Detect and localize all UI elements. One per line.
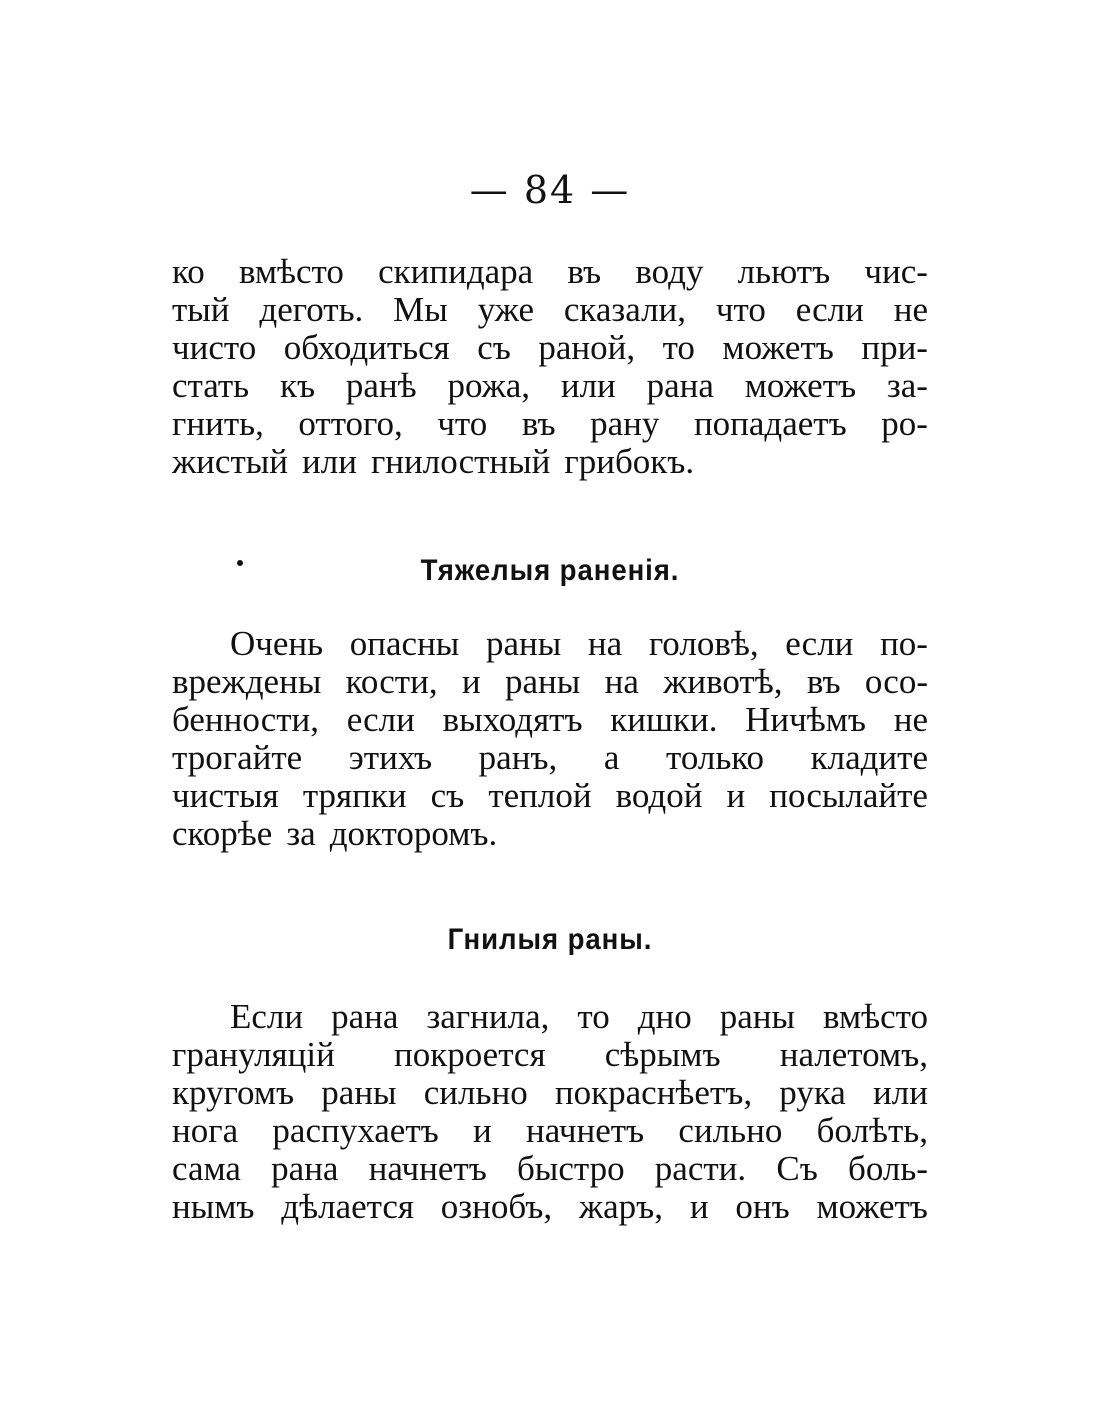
- word: сама: [172, 1149, 241, 1188]
- word: рана: [331, 997, 399, 1036]
- word: при-: [861, 328, 928, 367]
- word: покроется: [394, 1035, 546, 1074]
- word: то: [577, 997, 610, 1036]
- word: гнилостный: [370, 442, 551, 481]
- word: онъ: [735, 1187, 790, 1226]
- word: деготь.: [259, 290, 364, 329]
- word: Мы: [393, 290, 448, 329]
- word: или: [560, 366, 616, 405]
- word: грибокъ.: [564, 442, 695, 481]
- word: сказали,: [563, 290, 687, 329]
- word: раной,: [538, 328, 636, 367]
- word: начнетъ: [526, 1111, 645, 1150]
- word: сѣрымъ: [604, 1035, 721, 1074]
- word: не: [893, 290, 928, 329]
- text-line: [172, 701, 928, 739]
- word: на: [604, 662, 639, 701]
- word: кругомъ: [172, 1073, 295, 1112]
- word: нога: [172, 1111, 239, 1150]
- word: сильно: [678, 1111, 783, 1150]
- word: быстро: [517, 1149, 625, 1188]
- text-line: [172, 253, 928, 291]
- word: можетъ: [816, 1187, 928, 1226]
- word: скипидара: [378, 252, 534, 291]
- word: головѣ,: [648, 624, 759, 663]
- paragraph-severe-wounds: [172, 625, 928, 853]
- word: выходятъ: [442, 700, 583, 739]
- word: что: [715, 290, 766, 329]
- word: на: [587, 624, 623, 663]
- word: за-: [886, 366, 928, 405]
- text-line: [172, 291, 928, 329]
- word: рожа,: [447, 366, 531, 405]
- word: можетъ: [744, 366, 857, 405]
- word: по-: [880, 624, 928, 663]
- word: опасны: [349, 624, 460, 663]
- word: или: [873, 1073, 928, 1112]
- word: вмѣсто: [238, 252, 344, 291]
- word: за: [286, 814, 316, 853]
- word: начнетъ: [368, 1149, 487, 1188]
- word: ранъ,: [478, 738, 558, 777]
- word: и: [473, 1111, 492, 1150]
- word: покраснѣетъ,: [554, 1073, 753, 1112]
- paragraph-rotten-wounds: [172, 998, 928, 1226]
- word: вреждены: [172, 662, 322, 701]
- word: боль-: [848, 1149, 928, 1188]
- text-line: [172, 1074, 928, 1112]
- word: обходиться: [283, 328, 450, 367]
- text-line: [172, 367, 928, 405]
- word: вмѣсто: [823, 997, 928, 1036]
- text-line: [172, 1188, 928, 1226]
- word: рана: [646, 366, 714, 405]
- text-line: [172, 405, 928, 443]
- word: ко: [172, 252, 205, 291]
- word: теплой: [488, 776, 592, 815]
- word: посылайте: [769, 776, 928, 815]
- word: загнила,: [426, 997, 550, 1036]
- word: сильно: [423, 1073, 528, 1112]
- word: въ: [567, 252, 602, 291]
- word: грануляцій: [172, 1035, 335, 1074]
- word: уже: [477, 290, 534, 329]
- section-heading-severe-wounds: Тяжелыя раненія.: [420, 554, 680, 587]
- text-line: [172, 329, 928, 367]
- word: къ: [279, 366, 316, 405]
- word: кладите: [810, 738, 928, 777]
- word: кишки.: [610, 700, 718, 739]
- word: жаръ,: [578, 1187, 664, 1226]
- word: можетъ: [722, 328, 834, 367]
- word: кости,: [345, 662, 438, 701]
- word: этихъ: [348, 738, 433, 777]
- word: ранѣ: [345, 366, 417, 405]
- word: дно: [637, 997, 692, 1036]
- text-line: [172, 998, 928, 1036]
- word: воду: [635, 252, 704, 291]
- word: ознобъ,: [440, 1187, 553, 1226]
- word: оттого,: [298, 404, 403, 443]
- word: болѣть,: [816, 1111, 928, 1150]
- word: распухаетъ: [272, 1111, 439, 1150]
- word: или: [302, 442, 357, 481]
- word: осо-: [864, 662, 928, 701]
- word: Очень: [230, 624, 324, 663]
- word: а: [603, 738, 620, 777]
- word: расти.: [654, 1149, 747, 1188]
- word: если: [795, 290, 864, 329]
- word: Ничѣмъ: [745, 700, 867, 739]
- text-line: [172, 739, 928, 777]
- word: рана: [271, 1149, 339, 1188]
- word: жистый: [172, 442, 288, 481]
- word: льютъ: [737, 252, 831, 291]
- word: чис-: [864, 252, 928, 291]
- text-line: [172, 443, 928, 481]
- word: раны: [719, 997, 796, 1036]
- word: животѣ,: [663, 662, 783, 701]
- word: въ: [521, 404, 556, 443]
- word: и: [461, 662, 481, 701]
- text-line: [172, 815, 928, 853]
- word: раны: [321, 1073, 397, 1112]
- word: бенности,: [172, 700, 320, 739]
- word: раны: [485, 624, 562, 663]
- word: раны: [504, 662, 581, 701]
- word: чистыя: [172, 776, 279, 815]
- word: тый: [172, 290, 230, 329]
- text-line: [172, 777, 928, 815]
- word: докторомъ.: [329, 814, 498, 853]
- word: гнить,: [172, 404, 264, 443]
- word: если: [346, 700, 415, 739]
- word: Съ: [776, 1149, 818, 1188]
- word: стать: [172, 366, 250, 405]
- word: рану: [590, 404, 660, 443]
- word: что: [437, 404, 488, 443]
- text-line: [172, 1112, 928, 1150]
- word: дѣлается: [281, 1187, 414, 1226]
- text-line: [172, 1036, 928, 1074]
- word: съ: [477, 328, 511, 367]
- section-heading-rotten-wounds: Гнилыя раны.: [447, 923, 653, 956]
- word: не: [893, 700, 928, 739]
- word: водой: [615, 776, 703, 815]
- word: если: [785, 624, 854, 663]
- word: съ: [430, 776, 465, 815]
- word: чисто: [172, 328, 257, 367]
- word: и: [689, 1187, 709, 1226]
- page-number: — 84 —: [469, 168, 631, 212]
- text-line: [172, 663, 928, 701]
- word: и: [726, 776, 746, 815]
- word: трогайте: [172, 738, 303, 777]
- text-line: [172, 1150, 928, 1188]
- word: тряпки: [302, 776, 407, 815]
- word: въ: [806, 662, 841, 701]
- paragraph-continued: [172, 253, 928, 481]
- word: то: [662, 328, 695, 367]
- text-line: [172, 625, 928, 663]
- word: рука: [779, 1073, 846, 1112]
- word: налетомъ,: [779, 1035, 928, 1074]
- word: скорѣе: [172, 814, 273, 853]
- word: ро-: [881, 404, 928, 443]
- word: только: [666, 738, 765, 777]
- word: попадаетъ: [693, 404, 847, 443]
- word: Если: [230, 997, 304, 1036]
- word: нымъ: [172, 1187, 255, 1226]
